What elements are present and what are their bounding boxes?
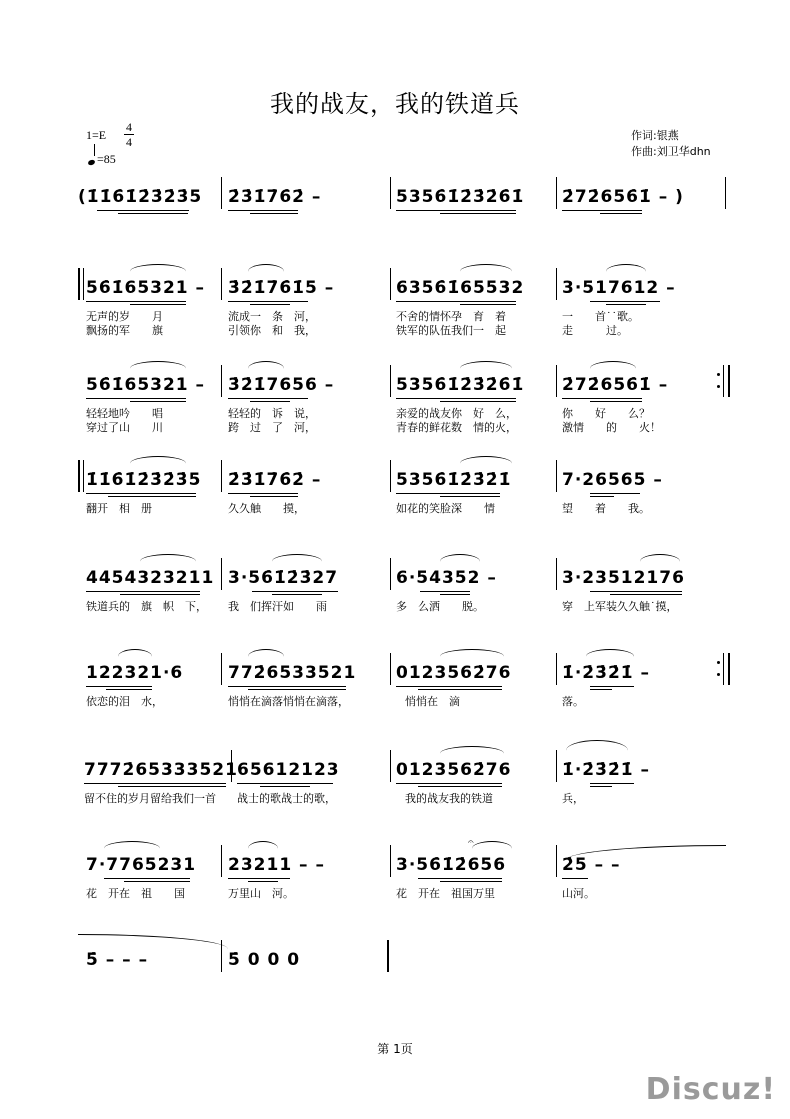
measure-notes: 23211 – – [228, 855, 325, 875]
lyric-verse-1: 久久触 摸， [228, 502, 305, 515]
lyric-verse-1: 留不住的岁月留给我们一首 [84, 792, 216, 805]
lyric-verse-1: 翻开 相 册 [86, 502, 152, 515]
lyric-verse-1: 你 好 么？ [562, 407, 650, 420]
measure-notes: 2̇3̇1̇7̇6̇2̇ – [228, 187, 322, 207]
measure-notes: 2̇5 – – [562, 855, 621, 875]
score-row-1 [0, 177, 790, 257]
lyric-verse-2: 走 过。 [562, 324, 628, 337]
measure-notes: 772̇6533521 [228, 663, 357, 683]
lyricist: 作词:银燕 [631, 129, 679, 142]
score-row-2 [0, 268, 790, 348]
measure-notes: 65612123 [237, 760, 340, 780]
lyric-verse-1: 万里山 河。 [228, 887, 294, 900]
measure-notes: 3·517612 – [562, 278, 676, 298]
lyric-verse-1: 流成一 条 河， [228, 310, 316, 323]
lyric-verse-1: 山河。 [562, 887, 595, 900]
measure-notes: 5356̇1̇2̇3̇2̇1̇ [396, 470, 512, 490]
lyric-verse-1: 花 开在 祖国万里 [396, 887, 495, 900]
measure-notes: 2̇3̇1̇7̇6̇2̇ – [228, 470, 322, 490]
measure-notes: 122321·6 [86, 663, 184, 683]
measure-notes: 3·56̇1̇2̇3̇27 [228, 568, 339, 588]
lyric-verse-2: 青春的鲜花数 情的火， [396, 421, 517, 434]
measure-notes: 56̇1̇65321 – [86, 278, 206, 298]
lyric-verse-1: 穿 上军装久久触˙摸， [562, 600, 678, 613]
measure-notes: 3̇2̇1̇7656 – [228, 375, 335, 395]
measure-notes: 4454323211 [86, 568, 215, 588]
score-row-4 [0, 460, 790, 540]
score-row-9 [0, 940, 790, 1020]
lyric-verse-1: 铁道兵的 旗 帜 下， [86, 600, 207, 613]
credits [631, 128, 711, 160]
measure-notes: 5̇ 0 0 0 [228, 950, 301, 970]
meter-top: 4 [126, 120, 132, 134]
lyric-verse-1: 多 么洒 脱。 [396, 600, 484, 613]
composer: 作曲:刘卫华dhn [631, 145, 711, 158]
lyric-verse-1: 悄悄在滴落悄悄在滴落， [228, 695, 349, 708]
lyric-verse-1: 不舍的情怀孕 育 着 [396, 310, 506, 323]
measure-notes: 7·26565 – [562, 470, 663, 490]
fermata-icon: 𝄐 [468, 837, 474, 848]
measure-notes: 1̇1̇6̇1̇2̇3̇2̇3̇5 [86, 470, 202, 490]
watermark-logo: Discuz! [645, 1072, 776, 1107]
lyric-verse-1: 轻轻的 诉 说， [228, 407, 316, 420]
lyric-verse-1: 兵， [562, 792, 584, 805]
lyric-verse-1: 花 开在 祖 国 [86, 887, 185, 900]
lyric-verse-1: 我 们挥汗如 雨 [228, 600, 327, 613]
lyric-verse-1: 悄悄在 滴 [405, 695, 460, 708]
score-row-6 [0, 653, 790, 733]
measure-notes: 7·7765231 [86, 855, 197, 875]
measure-notes: 1̇·2̇3̇2̇1̇ – [562, 663, 651, 683]
measure-notes: 1̇·2̇3̇2̇1̇ – [562, 760, 651, 780]
lyric-verse-1: 战士的歌战士的歌， [237, 792, 336, 805]
measure-notes: 2̇72̇656̇1̇ – ) [562, 187, 684, 207]
page-number: 第 1页 [377, 1042, 413, 1056]
measure-notes: (1̇1̇6̇1̇2̇3̇2̇3̇5 [78, 187, 203, 207]
lyric-verse-1: 无声的岁 月 [86, 310, 163, 323]
measure-notes: 5̇ – – – [86, 950, 149, 970]
measure-notes: 5356̇1̇2̇3̇2̇6̇1̇ [396, 187, 525, 207]
lyric-verse-2: 激情 的 火！ [562, 421, 661, 434]
lyric-verse-1: 落。 [562, 695, 584, 708]
measure-notes: 3̇2̇1̇7̇6̇1̇5 – [228, 278, 335, 298]
measure-notes: 3·56̇1̇2̇656 [396, 855, 507, 875]
lyric-verse-2: 跨 过 了 河， [228, 421, 316, 434]
lyric-verse-2: 穿过了山 川 [86, 421, 163, 434]
lyric-verse-2: 飘扬的军 旗 [86, 324, 163, 337]
quarter-note-icon [87, 159, 95, 166]
key-signature: 1=E [86, 128, 107, 142]
measure-notes: 6·54352 – [396, 568, 497, 588]
tempo-marking [88, 152, 116, 167]
measure-notes: 2̇72̇656̇1̇ – [562, 375, 669, 395]
measure-notes: 0123562̇76 [396, 663, 512, 683]
tempo-value: =85 [97, 152, 116, 166]
measure-notes: 6356̇1̇65532 [396, 278, 525, 298]
measure-notes: 5356̇1̇2̇3̇2̇6̇1̇ [396, 375, 525, 395]
score-row-3 [0, 365, 790, 445]
lyric-verse-1: 依恋的泪 水， [86, 695, 163, 708]
meter-bottom: 4 [126, 135, 132, 149]
lyric-verse-1: 轻轻地吟 唱 [86, 407, 163, 420]
measure-notes: 3·23512176 [562, 568, 685, 588]
song-title: 我的战友，我的铁道兵 [270, 90, 520, 118]
score-row-7 [0, 750, 790, 830]
lyric-verse-1: 一 首˙˙歌。 [562, 310, 639, 323]
lyric-verse-2: 引领你 和 我， [228, 324, 316, 337]
measure-notes: 56̇1̇65321 – [86, 375, 206, 395]
time-signature [124, 120, 134, 149]
lyric-verse-1: 望 着 我。 [562, 502, 650, 515]
lyric-verse-1: 亲爱的战友你 好 么， [396, 407, 517, 420]
score-row-8 [0, 837, 790, 925]
measure-notes: 7772̇65333521 [84, 760, 238, 780]
lyric-verse-1: 如花的笑脸深 情 [396, 502, 495, 515]
measure-notes: 0123562̇76 [396, 760, 512, 780]
score-row-5 [0, 558, 790, 638]
lyric-verse-2: 铁军的队伍我们一 起 [396, 324, 506, 337]
lyric-verse-1: 我的战友我的铁道 [405, 792, 493, 805]
